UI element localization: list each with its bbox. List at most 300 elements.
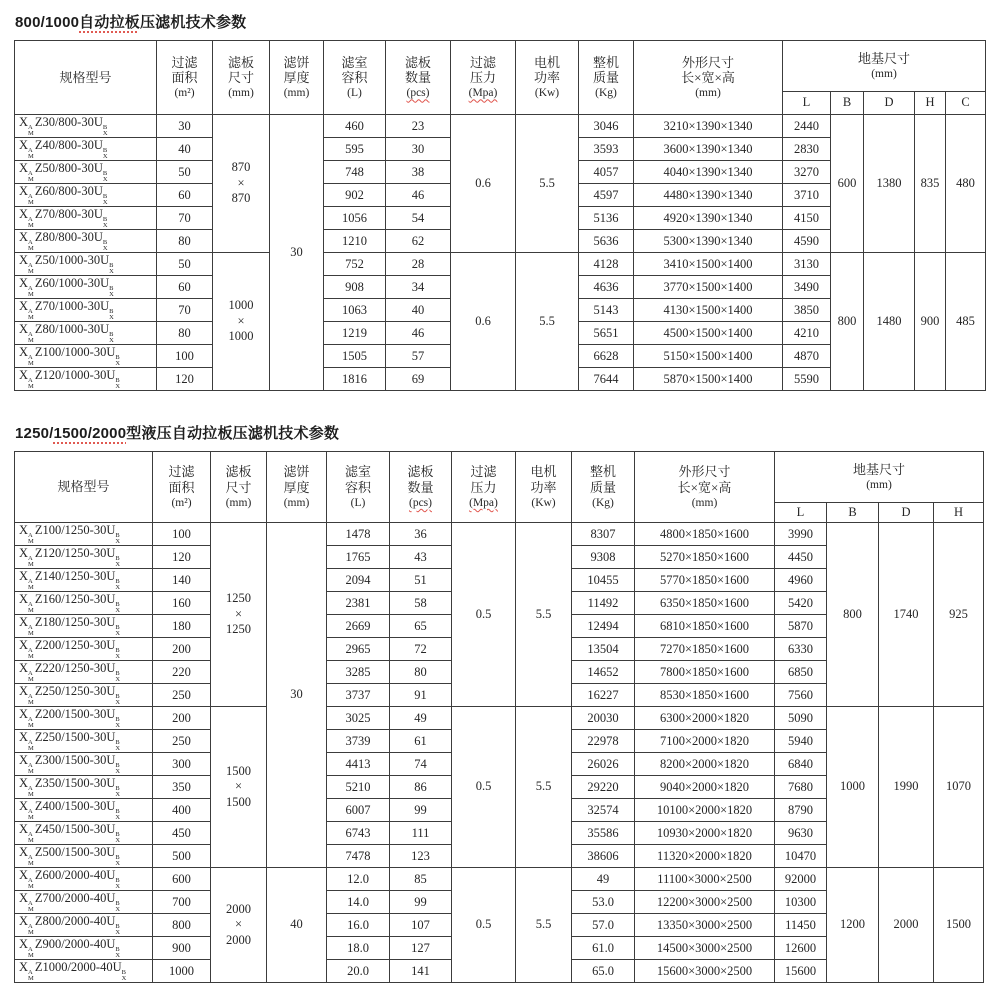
model-cell: X A M Z250/1500-30U B X <box>15 730 153 753</box>
model-option-marks: A M <box>28 555 34 568</box>
model-cell: X A M Z100/1250-30U B X <box>15 523 153 546</box>
cell-B-merged: 600 <box>831 115 864 253</box>
cell-L: 4590 <box>783 230 831 253</box>
cell-dims: 4800×1850×1600 <box>635 523 775 546</box>
header-col: 滤板 数量 (pcs) <box>386 41 451 115</box>
header-col: 滤板 数量 (pcs) <box>390 452 452 523</box>
cell-area: 200 <box>153 638 211 661</box>
cell-vol: 595 <box>324 138 386 161</box>
model-option-marks: B X <box>115 923 121 936</box>
cell-cnt: 36 <box>390 523 452 546</box>
cell-mass: 35586 <box>572 822 635 845</box>
cell-vol: 752 <box>324 253 386 276</box>
cell-power-merged: 5.5 <box>516 707 572 868</box>
cell-area: 400 <box>153 799 211 822</box>
cell-B-merged: 800 <box>827 523 879 707</box>
model-option-marks: A M <box>28 877 34 890</box>
cell-L: 4150 <box>783 207 831 230</box>
cell-dims: 6300×2000×1820 <box>635 707 775 730</box>
model-cell: X A M Z30/800-30U B X <box>15 115 157 138</box>
cell-mass: 57.0 <box>572 914 635 937</box>
cell-mass: 32574 <box>572 799 635 822</box>
model-option-marks: A M <box>28 808 34 821</box>
model-option-marks: B X <box>115 900 121 913</box>
header-dimensions: 外形尺寸 长×宽×高 (mm) <box>634 41 783 115</box>
header-col: 滤室 容积 (L) <box>327 452 390 523</box>
cell-plate-merged: 1250 × 1250 <box>211 523 267 707</box>
cell-mass: 13504 <box>572 638 635 661</box>
model-option-marks: B X <box>115 624 121 637</box>
model-option-marks: B X <box>102 216 108 229</box>
model-cell: X A M Z200/1250-30U B X <box>15 638 153 661</box>
model-option-marks: A M <box>28 854 34 867</box>
cell-area: 60 <box>157 184 213 207</box>
model-cell: X A M Z40/800-30U B X <box>15 138 157 161</box>
header-col: 过滤 压力 (Mpa) <box>451 41 516 115</box>
model-option-marks: A M <box>28 693 34 706</box>
model-cell: X A M Z60/1000-30U B X <box>15 276 157 299</box>
cell-mass: 12494 <box>572 615 635 638</box>
cell-vol: 1765 <box>327 546 390 569</box>
table-title-1250-1500-2000 <box>15 422 983 443</box>
cell-B-merged: 1200 <box>827 868 879 983</box>
cell-dims: 10930×2000×1820 <box>635 822 775 845</box>
model-option-marks: B X <box>115 946 121 959</box>
cell-area: 500 <box>153 845 211 868</box>
cell-cnt: 58 <box>390 592 452 615</box>
cell-mass: 5143 <box>579 299 634 322</box>
model-option-marks: A M <box>28 785 34 798</box>
model-option-marks: A M <box>28 923 34 936</box>
cell-vol: 1063 <box>324 299 386 322</box>
cell-dims: 15600×3000×2500 <box>635 960 775 983</box>
cell-cnt: 127 <box>390 937 452 960</box>
model-option-marks: B X <box>109 285 114 298</box>
cell-cnt: 40 <box>386 299 451 322</box>
cell-vol: 460 <box>324 115 386 138</box>
cell-press-merged: 0.5 <box>452 707 516 868</box>
header-foundation-D: D <box>879 503 934 523</box>
model-option-marks: A M <box>28 262 34 275</box>
cell-cnt: 80 <box>390 661 452 684</box>
cell-L: 2440 <box>783 115 831 138</box>
header-foundation-C: C <box>946 92 986 115</box>
model-option-marks: B X <box>115 647 121 660</box>
cell-mass: 16227 <box>572 684 635 707</box>
cell-area: 80 <box>157 230 213 253</box>
cell-area: 1000 <box>153 960 211 983</box>
header-foundation-L: L <box>775 503 827 523</box>
table-header <box>15 41 986 115</box>
cell-area: 100 <box>157 345 213 368</box>
model-option-marks: A M <box>28 354 34 367</box>
title-text-post: 型液压自动拉板压滤机技术参数 <box>126 425 340 442</box>
cell-mass: 4057 <box>579 161 634 184</box>
cell-area: 250 <box>153 730 211 753</box>
model-option-marks: A M <box>28 624 34 637</box>
title-text-pre: 1250/ <box>15 425 54 442</box>
cell-C-merged: 485 <box>946 253 986 391</box>
table-row <box>15 523 984 546</box>
model-option-marks: B X <box>109 331 114 344</box>
cell-L: 3710 <box>783 184 831 207</box>
cell-cnt: 46 <box>386 322 451 345</box>
header-row-main <box>15 41 986 92</box>
model-cell: X A M Z160/1250-30U B X <box>15 592 153 615</box>
cell-dims: 5150×1500×1400 <box>634 345 783 368</box>
model-option-marks: B X <box>115 377 121 390</box>
cell-dims: 7270×1850×1600 <box>635 638 775 661</box>
cell-cnt: 72 <box>390 638 452 661</box>
cell-cnt: 86 <box>390 776 452 799</box>
cell-cnt: 74 <box>390 753 452 776</box>
cell-power-merged: 5.5 <box>516 523 572 707</box>
cell-dims: 6350×1850×1600 <box>635 592 775 615</box>
cell-H-merged: 900 <box>915 253 946 391</box>
model-cell: X A M Z400/1500-30U B X <box>15 799 153 822</box>
cell-area: 30 <box>157 115 213 138</box>
model-option-marks: B X <box>115 854 121 867</box>
spec-table-1250-1500-2000 <box>14 451 984 983</box>
cell-area: 50 <box>157 253 213 276</box>
header-col: 过滤 面积 (m²) <box>153 452 211 523</box>
model-option-marks: B X <box>115 578 121 591</box>
model-cell: X A M Z200/1500-30U B X <box>15 707 153 730</box>
cell-plate-merged: 1500 × 1500 <box>211 707 267 868</box>
cell-mass: 4636 <box>579 276 634 299</box>
cell-cnt: 99 <box>390 799 452 822</box>
cell-dims: 4480×1390×1340 <box>634 184 783 207</box>
cell-D-merged: 1990 <box>879 707 934 868</box>
cell-dims: 5270×1850×1600 <box>635 546 775 569</box>
cell-vol: 3285 <box>327 661 390 684</box>
cell-mass: 49 <box>572 868 635 891</box>
cell-vol: 748 <box>324 161 386 184</box>
cell-dims: 11320×2000×1820 <box>635 845 775 868</box>
cell-L: 3270 <box>783 161 831 184</box>
cell-mass: 8307 <box>572 523 635 546</box>
model-option-marks: A M <box>28 900 34 913</box>
cell-mass: 26026 <box>572 753 635 776</box>
model-option-marks: A M <box>28 969 34 982</box>
header-col: 滤板 尺寸 (mm) <box>211 452 267 523</box>
cell-vol: 20.0 <box>327 960 390 983</box>
cell-vol: 3737 <box>327 684 390 707</box>
cell-area: 120 <box>157 368 213 391</box>
model-option-marks: A M <box>28 308 34 321</box>
cell-plate-merged: 870 × 870 <box>213 115 270 253</box>
model-cell: X A M Z50/1000-30U B X <box>15 253 157 276</box>
header-col: 滤板 尺寸 (mm) <box>213 41 270 115</box>
cell-mass: 3046 <box>579 115 634 138</box>
cell-mass: 5136 <box>579 207 634 230</box>
cell-mass: 4597 <box>579 184 634 207</box>
title-text-pre: 800/1000 <box>15 14 80 31</box>
model-option-marks: B X <box>109 308 114 321</box>
cell-power-merged: 5.5 <box>516 115 579 253</box>
cell-vol: 3025 <box>327 707 390 730</box>
cell-cnt: 69 <box>386 368 451 391</box>
header-col: 滤室 容积 (L) <box>324 41 386 115</box>
cell-dims: 4920×1390×1340 <box>634 207 783 230</box>
cell-mass: 61.0 <box>572 937 635 960</box>
cell-vol: 2669 <box>327 615 390 638</box>
cell-area: 450 <box>153 822 211 845</box>
header-foundation-L: L <box>783 92 831 115</box>
cell-L: 5090 <box>775 707 827 730</box>
cell-area: 180 <box>153 615 211 638</box>
cell-dims: 8530×1850×1600 <box>635 684 775 707</box>
header-model: 规格型号 <box>15 452 153 523</box>
cell-cnt: 34 <box>386 276 451 299</box>
model-cell: X A M Z180/1250-30U B X <box>15 615 153 638</box>
model-option-marks: B X <box>115 831 121 844</box>
spec-table-800-1000 <box>14 40 986 391</box>
model-option-marks: B X <box>102 193 108 206</box>
model-option-marks: B X <box>115 532 121 545</box>
header-foundation: 地基尺寸 (mm) <box>775 452 984 503</box>
cell-L: 2830 <box>783 138 831 161</box>
model-option-marks: A M <box>28 377 34 390</box>
table-section-800-1000 <box>14 11 983 391</box>
cell-L: 3130 <box>783 253 831 276</box>
header-foundation-H: H <box>915 92 946 115</box>
model-option-marks: A M <box>28 532 34 545</box>
cell-mass: 65.0 <box>572 960 635 983</box>
cell-cnt: 51 <box>390 569 452 592</box>
cell-mass: 53.0 <box>572 891 635 914</box>
cell-L: 10300 <box>775 891 827 914</box>
cell-mass: 14652 <box>572 661 635 684</box>
cell-dims: 14500×3000×2500 <box>635 937 775 960</box>
cell-L: 5940 <box>775 730 827 753</box>
table-row <box>15 707 984 730</box>
model-option-marks: A M <box>28 601 34 614</box>
cell-vol: 6743 <box>327 822 390 845</box>
cell-vol: 5210 <box>327 776 390 799</box>
model-cell: X A M Z900/2000-40U B X <box>15 937 153 960</box>
cell-L: 4960 <box>775 569 827 592</box>
model-option-marks: B X <box>115 762 121 775</box>
cell-cnt: 46 <box>386 184 451 207</box>
title-text-post: 压滤机技术参数 <box>139 14 247 31</box>
cell-vol: 2965 <box>327 638 390 661</box>
cell-L: 3490 <box>783 276 831 299</box>
cell-dims: 3410×1500×1400 <box>634 253 783 276</box>
model-option-marks: A M <box>28 216 34 229</box>
model-option-marks: A M <box>28 147 34 160</box>
header-col: 滤饼 厚度 (mm) <box>270 41 324 115</box>
model-option-marks: B X <box>115 877 121 890</box>
cell-B-merged: 800 <box>831 253 864 391</box>
model-option-marks: A M <box>28 670 34 683</box>
cell-vol: 1219 <box>324 322 386 345</box>
cell-area: 350 <box>153 776 211 799</box>
cell-mass: 5636 <box>579 230 634 253</box>
table-header <box>15 452 984 523</box>
cell-vol: 16.0 <box>327 914 390 937</box>
cell-L: 4210 <box>783 322 831 345</box>
cell-cnt: 43 <box>390 546 452 569</box>
cell-area: 40 <box>157 138 213 161</box>
cell-mass: 3593 <box>579 138 634 161</box>
cell-press-merged: 0.5 <box>452 868 516 983</box>
model-cell: X A M Z220/1250-30U B X <box>15 661 153 684</box>
header-foundation-H: H <box>934 503 984 523</box>
cell-L: 5420 <box>775 592 827 615</box>
cell-press-merged: 0.6 <box>451 115 516 253</box>
model-cell: X A M Z500/1500-30U B X <box>15 845 153 868</box>
cell-area: 160 <box>153 592 211 615</box>
model-option-marks: A M <box>28 647 34 660</box>
cell-L: 4450 <box>775 546 827 569</box>
table-row <box>15 115 986 138</box>
cell-mass: 6628 <box>579 345 634 368</box>
model-cell: X A M Z350/1500-30U B X <box>15 776 153 799</box>
cell-mass: 10455 <box>572 569 635 592</box>
cell-area: 250 <box>153 684 211 707</box>
model-option-marks: B X <box>115 555 121 568</box>
model-cell: X A M Z100/1000-30U B X <box>15 345 157 368</box>
model-cell: X A M Z250/1250-30U B X <box>15 684 153 707</box>
cell-area: 140 <box>153 569 211 592</box>
cell-mass: 29220 <box>572 776 635 799</box>
cell-H-merged: 835 <box>915 115 946 253</box>
cell-dims: 12200×3000×2500 <box>635 891 775 914</box>
cell-L: 6330 <box>775 638 827 661</box>
table-row <box>15 253 986 276</box>
cell-L: 5590 <box>783 368 831 391</box>
model-option-marks: A M <box>28 170 34 183</box>
header-foundation-B: B <box>831 92 864 115</box>
cell-vol: 1210 <box>324 230 386 253</box>
cell-cnt: 141 <box>390 960 452 983</box>
cell-vol: 1505 <box>324 345 386 368</box>
cell-dims: 7800×1850×1600 <box>635 661 775 684</box>
cell-area: 60 <box>157 276 213 299</box>
cell-L: 8790 <box>775 799 827 822</box>
cell-L: 15600 <box>775 960 827 983</box>
model-cell: X A M Z600/2000-40U B X <box>15 868 153 891</box>
cell-area: 220 <box>153 661 211 684</box>
model-option-marks: B X <box>102 170 108 183</box>
cell-vol: 2094 <box>327 569 390 592</box>
model-option-marks: A M <box>28 578 34 591</box>
header-foundation-D: D <box>864 92 915 115</box>
cell-dims: 5300×1390×1340 <box>634 230 783 253</box>
model-cell: X A M Z80/1000-30U B X <box>15 322 157 345</box>
model-option-marks: B X <box>115 785 121 798</box>
cell-cnt: 91 <box>390 684 452 707</box>
model-cell: X A M Z120/1000-30U B X <box>15 368 157 391</box>
cell-dims: 5770×1850×1600 <box>635 569 775 592</box>
model-option-marks: A M <box>28 193 34 206</box>
cell-cnt: 85 <box>390 868 452 891</box>
cell-dims: 4130×1500×1400 <box>634 299 783 322</box>
cell-vol: 6007 <box>327 799 390 822</box>
cell-press-merged: 0.5 <box>452 523 516 707</box>
model-option-marks: B X <box>115 670 121 683</box>
cell-vol: 902 <box>324 184 386 207</box>
cell-dims: 7100×2000×1820 <box>635 730 775 753</box>
header-dimensions: 外形尺寸 长×宽×高 (mm) <box>635 452 775 523</box>
cell-D-merged: 1740 <box>879 523 934 707</box>
cell-cnt: 38 <box>386 161 451 184</box>
cell-L: 6850 <box>775 661 827 684</box>
cell-L: 7680 <box>775 776 827 799</box>
cell-mass: 11492 <box>572 592 635 615</box>
cell-dims: 9040×2000×1820 <box>635 776 775 799</box>
table-body <box>15 115 986 391</box>
cell-H-merged: 925 <box>934 523 984 707</box>
model-option-marks: A M <box>28 739 34 752</box>
cell-area: 80 <box>157 322 213 345</box>
cell-dims: 13350×3000×2500 <box>635 914 775 937</box>
cell-cnt: 65 <box>390 615 452 638</box>
model-cell: X A M Z140/1250-30U B X <box>15 569 153 592</box>
model-option-marks: B X <box>115 808 121 821</box>
model-option-marks: B X <box>115 739 121 752</box>
header-foundation-B: B <box>827 503 879 523</box>
cell-cnt: 99 <box>390 891 452 914</box>
cell-dims: 3770×1500×1400 <box>634 276 783 299</box>
cell-H-merged: 1500 <box>934 868 984 983</box>
cell-L: 10470 <box>775 845 827 868</box>
cell-B-merged: 1000 <box>827 707 879 868</box>
model-option-marks: B X <box>115 354 121 367</box>
header-col: 电机 功率 (Kw) <box>516 452 572 523</box>
cell-vol: 4413 <box>327 753 390 776</box>
cell-power-merged: 5.5 <box>516 253 579 391</box>
model-cell: X A M Z1000/2000-40U B X <box>15 960 153 983</box>
cell-vol: 7478 <box>327 845 390 868</box>
cell-area: 700 <box>153 891 211 914</box>
cell-cnt: 57 <box>386 345 451 368</box>
model-option-marks: A M <box>28 946 34 959</box>
cell-vol: 908 <box>324 276 386 299</box>
cell-mass: 5651 <box>579 322 634 345</box>
cell-area: 50 <box>157 161 213 184</box>
cell-cake-merged: 40 <box>267 868 327 983</box>
cell-L: 9630 <box>775 822 827 845</box>
model-option-marks: A M <box>28 239 34 252</box>
cell-cake-merged: 30 <box>270 115 324 391</box>
cell-cnt: 54 <box>386 207 451 230</box>
cell-dims: 3210×1390×1340 <box>634 115 783 138</box>
model-cell: X A M Z800/2000-40U B X <box>15 914 153 937</box>
cell-cnt: 111 <box>390 822 452 845</box>
cell-area: 600 <box>153 868 211 891</box>
model-option-marks: B X <box>121 969 127 982</box>
model-cell: X A M Z60/800-30U B X <box>15 184 157 207</box>
cell-D-merged: 2000 <box>879 868 934 983</box>
cell-L: 5870 <box>775 615 827 638</box>
cell-cnt: 123 <box>390 845 452 868</box>
cell-mass: 9308 <box>572 546 635 569</box>
model-option-marks: A M <box>28 285 34 298</box>
model-option-marks: B X <box>115 716 121 729</box>
model-cell: X A M Z120/1250-30U B X <box>15 546 153 569</box>
cell-cnt: 28 <box>386 253 451 276</box>
model-cell: X A M Z300/1500-30U B X <box>15 753 153 776</box>
cell-mass: 22978 <box>572 730 635 753</box>
cell-mass: 20030 <box>572 707 635 730</box>
cell-area: 70 <box>157 299 213 322</box>
header-model: 规格型号 <box>15 41 157 115</box>
cell-vol: 14.0 <box>327 891 390 914</box>
cell-vol: 1056 <box>324 207 386 230</box>
model-option-marks: B X <box>102 239 108 252</box>
